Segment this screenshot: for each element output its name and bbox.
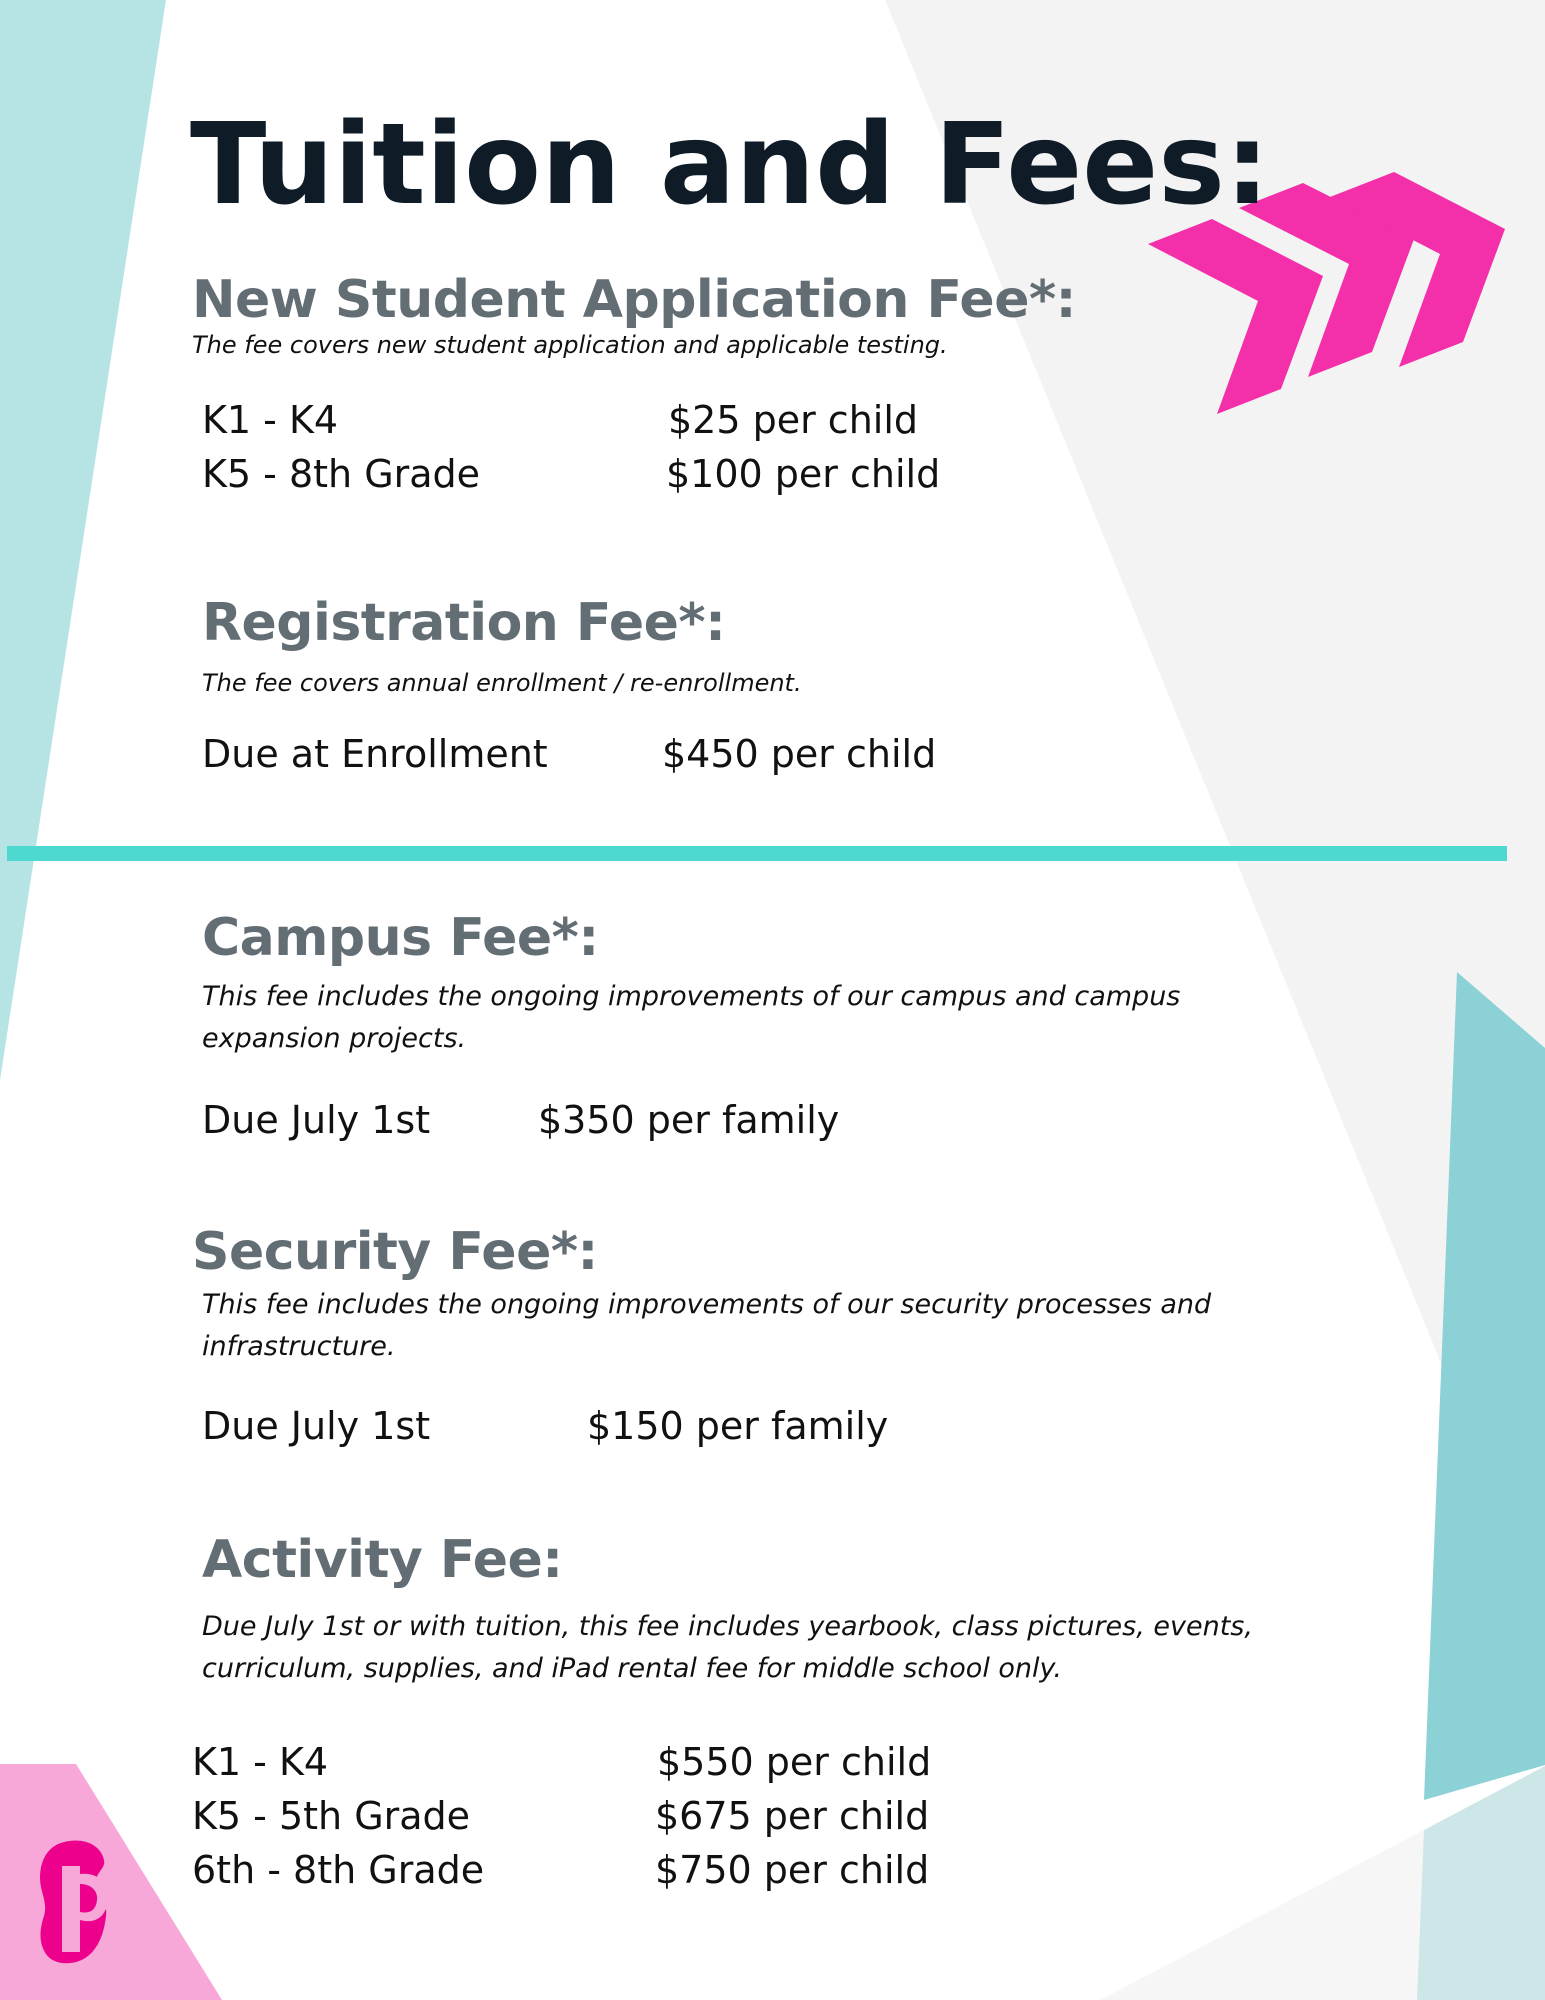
application-fee-heading: New Student Application Fee*: xyxy=(192,270,1076,330)
registration-fee-description: The fee covers annual enrollment / re-enrollment. xyxy=(202,669,802,697)
security-fee-description: This fee includes the ongoing improvements of our security processes and infrastructure. xyxy=(202,1289,1212,1362)
application-row-amount: $100 per child xyxy=(666,452,941,496)
campus-fee-description: This fee includes the ongoing improvements of our campus and campus expansion projects. xyxy=(202,981,1181,1054)
registration-row-label: Due at Enrollment xyxy=(202,732,548,776)
page-title: Tuition and Fees: xyxy=(190,100,1270,230)
activity-row-amount: $750 per child xyxy=(655,1848,930,1892)
campus-fee-heading: Campus Fee*: xyxy=(202,908,599,968)
application-fee-description: The fee covers new student application and applicable testing. xyxy=(192,331,948,359)
section-divider xyxy=(7,846,1507,861)
application-row-amount: $25 per child xyxy=(668,398,919,442)
activity-row-label: K1 - K4 xyxy=(192,1740,329,1784)
campus-row-label: Due July 1st xyxy=(202,1098,431,1142)
application-row-label: K1 - K4 xyxy=(202,398,339,442)
activity-fee-heading: Activity Fee: xyxy=(202,1530,563,1590)
security-row-amount: $150 per family xyxy=(587,1404,889,1448)
security-row-label: Due July 1st xyxy=(202,1404,431,1448)
registration-row-amount: $450 per child xyxy=(662,732,937,776)
registration-fee-heading: Registration Fee*: xyxy=(202,593,726,653)
p-logo-icon xyxy=(38,1838,114,1966)
activity-row-label: K5 - 5th Grade xyxy=(192,1794,471,1838)
security-fee-heading: Security Fee*: xyxy=(192,1222,598,1282)
application-row-label: K5 - 8th Grade xyxy=(202,452,481,496)
activity-fee-description: Due July 1st or with tuition, this fee includes yearbook, class pictures, events, curriculum, supplies, and iPad rental fee for middle school only. xyxy=(202,1611,1253,1684)
activity-row-label: 6th - 8th Grade xyxy=(192,1848,485,1892)
campus-row-amount: $350 per family xyxy=(538,1098,840,1142)
activity-row-amount: $550 per child xyxy=(657,1740,932,1784)
activity-row-amount: $675 per child xyxy=(655,1794,930,1838)
